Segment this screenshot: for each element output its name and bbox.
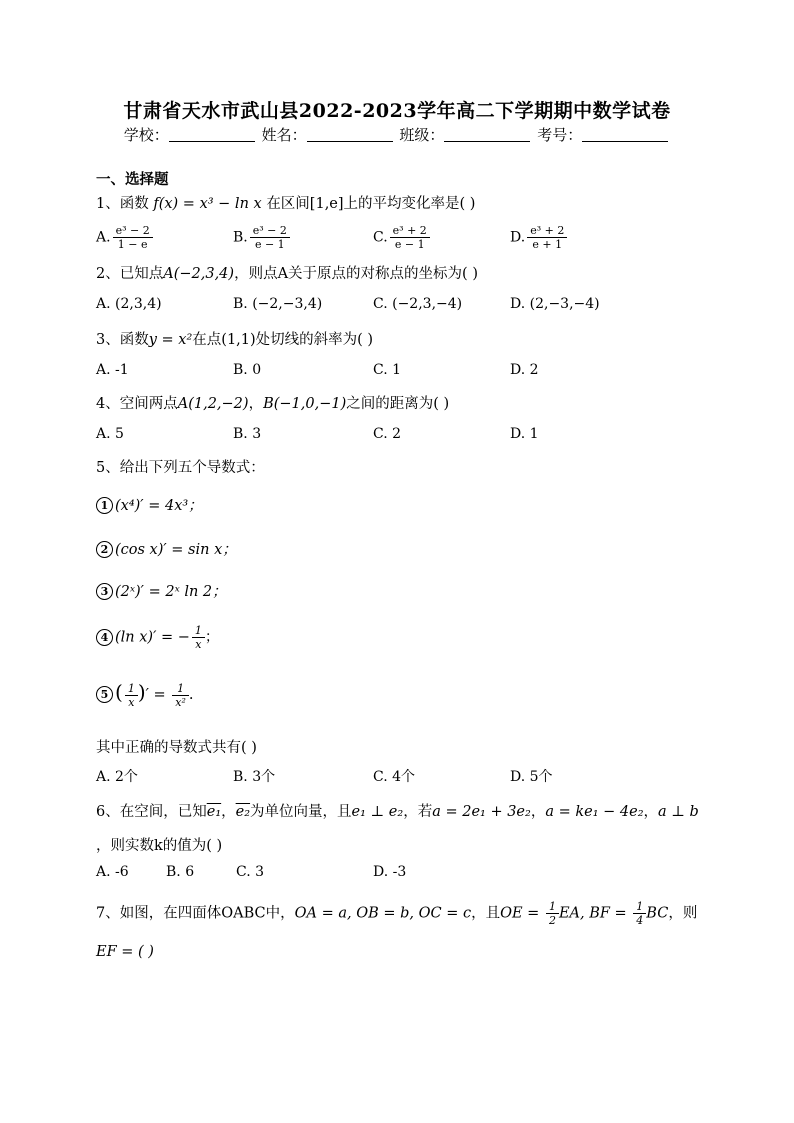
q5-item-4 (96, 624, 219, 651)
q4-stem: 4、空间两点 (96, 396, 178, 412)
q5-options (96, 766, 716, 790)
q6-perpendicular: e₁ ⊥ e₂ (351, 804, 404, 820)
class-label: 班级： (399, 126, 445, 144)
q5-item-5-num: 1 (172, 682, 189, 696)
circled-number-icon: 1 (96, 497, 113, 514)
circled-number-icon: 4 (96, 629, 113, 646)
q4-option-d[interactable]: D. 1 (510, 426, 539, 442)
q5-item-5-den: x² (175, 695, 186, 709)
q2-option-b[interactable]: B. (−2,−3,4) (233, 296, 323, 312)
q2-expression: A(−2,3,4) (163, 266, 235, 282)
q5-item-4-end: ； (204, 629, 220, 646)
exam-number-blank[interactable] (582, 127, 668, 142)
q7-frac2-den: 4 (636, 914, 644, 927)
q5-option-a[interactable]: A. 2个 (96, 769, 138, 785)
circled-number-icon: 5 (96, 686, 113, 703)
q6-stem: 6、在空间，已知 (96, 804, 207, 820)
question-3 (96, 328, 373, 349)
question-4 (96, 392, 449, 413)
exam-number-label: 考号： (537, 126, 583, 144)
q5-item-4-text: (ln x)′ = − (115, 629, 190, 646)
q6-option-c[interactable]: C. 3 (236, 864, 265, 880)
q5-option-c[interactable]: C. 4个 (373, 769, 416, 785)
q3-expression: y = x² (148, 332, 193, 348)
q3-option-a[interactable]: A. -1 (96, 362, 129, 378)
class-blank[interactable] (444, 127, 530, 142)
page-title: 甘肃省天水市武山县2022-2023学年高二下学期期中数学试卷 (123, 100, 671, 122)
q4-option-a[interactable]: A. 5 (96, 426, 124, 442)
q5-item-5-text: ′ = (145, 687, 171, 703)
q5-item-4-den: x (195, 638, 202, 651)
q4-stem-end: 之间的距离为( ) (346, 396, 450, 412)
question-7 (96, 900, 697, 927)
q4-point-b: B(−1,0,−1) (263, 396, 347, 412)
q7-stem-mid: ，且 (471, 905, 501, 922)
q4-option-c[interactable]: C. 2 (373, 426, 402, 442)
q1-stem-end: 在区间[1,e]上的平均变化率是( ) (266, 196, 476, 212)
q7-frac1-den: 2 (548, 914, 556, 927)
q2-option-c[interactable]: C. (−2,3,−4) (373, 296, 463, 312)
q3-stem: 3、函数 (96, 332, 149, 348)
q6-option-a[interactable]: A. -6 (96, 864, 129, 880)
q5-question: 其中正确的导数式共有( ) (96, 740, 257, 756)
section-heading: 一、选择题 (96, 171, 169, 188)
name-blank[interactable] (307, 127, 393, 142)
q6-stem-mid: 为单位向量，且 (250, 804, 352, 820)
q6-expr-a: a = 2e₁ + 3e₂ (432, 804, 531, 820)
q2-options (96, 296, 716, 320)
q5-item-2-text: (cos x)′ = sin x； (115, 542, 237, 558)
q1-options (96, 224, 716, 251)
circled-number-icon: 2 (96, 541, 113, 558)
q3-point: (1,1) (221, 332, 256, 348)
q5-item-1 (96, 494, 203, 515)
q5-item-3-text: (2ˣ)′ = 2ˣ ln 2； (115, 584, 227, 600)
q7-line-2: EF = ( ) (96, 944, 154, 960)
q6-option-b[interactable]: B. 6 (166, 864, 195, 880)
q1-option-b[interactable]: B. $\frac{\text{e³ − 2}}{e - 1}$ (233, 224, 290, 251)
q1-option-d[interactable]: D. $\frac{\text{e³ + 2}}{e + 1}$ (510, 224, 567, 251)
q3-stem-mid: 在点 (192, 332, 222, 348)
q6-comma-3: ， (643, 804, 659, 820)
q7-stem: 7、如图，在四面体OABC中， (96, 905, 295, 922)
q7-vectors: OA = a, OB = b, OC = c (294, 905, 472, 922)
name-label: 姓名： (261, 126, 307, 144)
student-info-line (0, 124, 794, 145)
q5-item-1-text: (x⁴)′ = 4x³； (115, 498, 203, 514)
q7-frac2-num: 1 (633, 900, 646, 914)
q4-option-b[interactable]: B. 3 (233, 426, 262, 442)
q5-item-2 (96, 538, 237, 559)
q5-item-5-pre-num: 1 (125, 682, 138, 696)
q6-option-d[interactable]: D. -3 (373, 864, 407, 880)
q3-option-b[interactable]: B. 0 (233, 362, 262, 378)
q6-expr-b: a = ke₁ − 4e₂ (545, 804, 644, 820)
q1-option-a[interactable]: A. $\frac{\text{e³ − 2}}{1 - e}$ (96, 224, 153, 251)
q5-option-b[interactable]: B. 3个 (233, 769, 276, 785)
circled-number-icon: 3 (96, 583, 113, 600)
q4-options (96, 426, 716, 450)
q6-comma: ， (221, 804, 236, 820)
school-blank[interactable] (169, 127, 255, 142)
q5-item-5-pre-den: x (128, 695, 135, 709)
q7-oe: OE = (500, 905, 544, 922)
q7-stem-end: ，则 (668, 905, 698, 922)
question-6 (96, 800, 699, 821)
q7-bc: BC (646, 905, 669, 922)
q3-options (96, 362, 716, 386)
school-label: 学校： (123, 126, 169, 144)
q3-stem-end: 处切线的斜率为( ) (255, 332, 374, 348)
q5-item-4-num: 1 (192, 624, 205, 638)
q7-frac1-num: 1 (546, 900, 559, 914)
q5-option-d[interactable]: D. 5个 (510, 769, 553, 785)
q6-options (96, 864, 716, 888)
q6-vector-e1: e₁ (206, 804, 222, 820)
q3-option-d[interactable]: D. 2 (510, 362, 539, 378)
q4-point-a: A(1,2,−2) (177, 396, 249, 412)
question-1 (96, 192, 475, 213)
q6-line-2: ，则实数k的值为( ) (96, 838, 223, 854)
q7-ea-bf: EA, BF = (558, 905, 632, 922)
q3-option-c[interactable]: C. 1 (373, 362, 402, 378)
q4-separator: ， (248, 396, 264, 412)
q1-option-c[interactable]: C. $\frac{\text{e³ + 2}}{e - 1}$ (373, 224, 430, 251)
q5-item-5-end: . (188, 687, 194, 703)
q2-option-a[interactable]: A. (2,3,4) (96, 296, 162, 312)
q6-comma-2: ， (530, 804, 546, 820)
question-5: 5、给出下列五个导数式： (96, 460, 265, 476)
q6-expr-c: a ⊥ b (658, 804, 699, 820)
q6-vector-e2: e₂ (235, 804, 251, 820)
q2-option-d[interactable]: D. (2,−3,−4) (510, 296, 600, 312)
question-2 (96, 262, 478, 283)
q1-stem: 1、函数 (96, 196, 149, 212)
q2-stem: 2、已知点 (96, 266, 164, 282)
q5-item-3 (96, 580, 227, 601)
q6-stem-if: ，若 (403, 804, 433, 820)
q5-item-5: 5 ( $\frac{1}{x}$ )′ = $\frac{1}{\text{x²}}$ . (96, 680, 194, 709)
q2-stem-end: ，则点A关于原点的对称点的坐标为( ) (234, 266, 478, 282)
q1-expression: f(x) = x³ − ln x (153, 196, 262, 212)
